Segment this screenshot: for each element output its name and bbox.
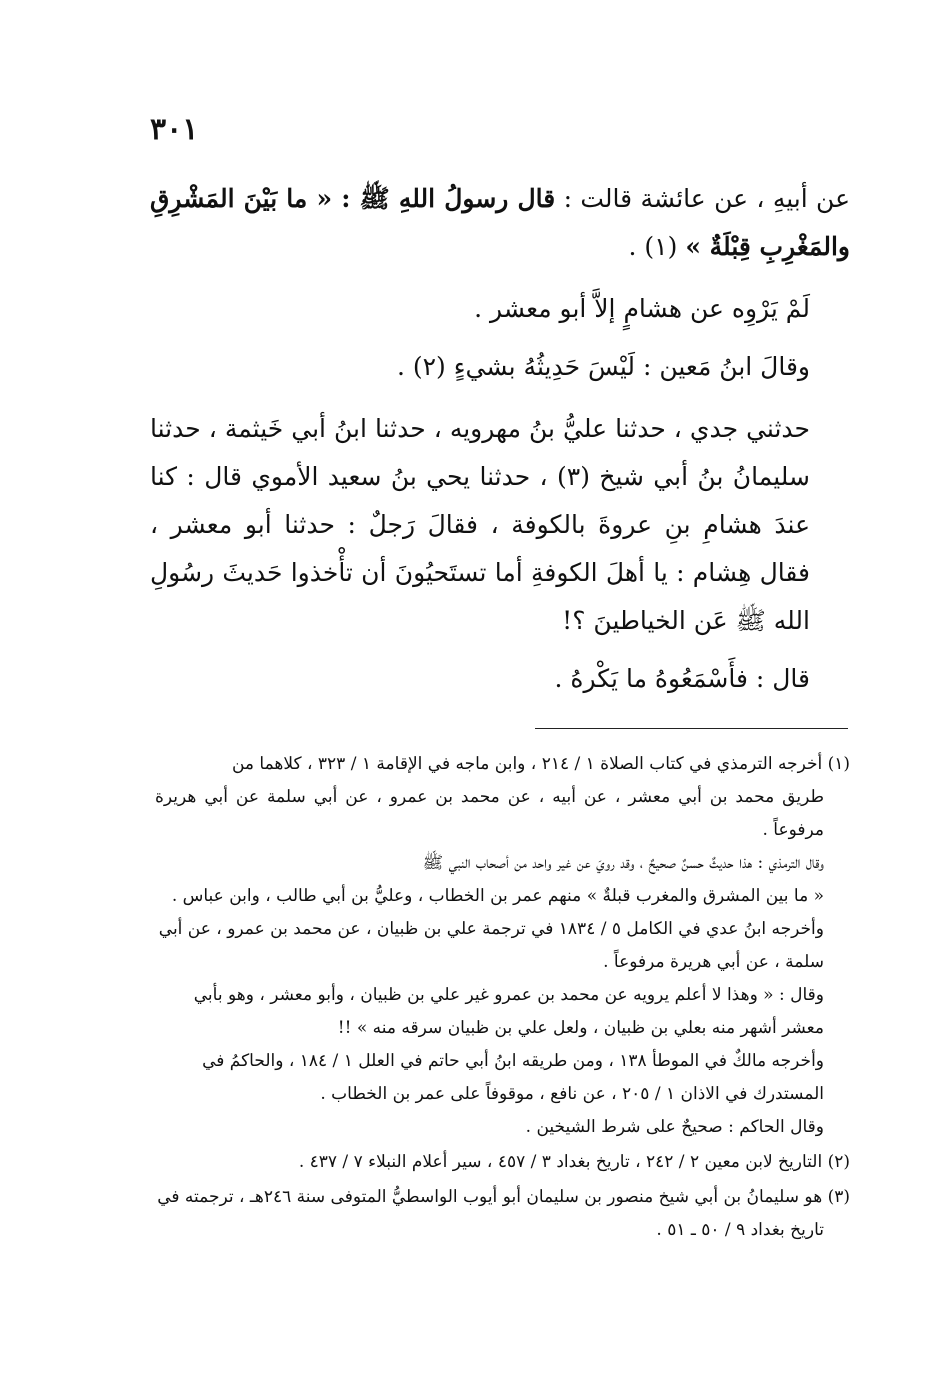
footnote-1-line: طريق محمد بن أبي معشر ، عن أبيه ، عن محمد بن عمرو ، عن أبي سلمة عن أبي هريرة مرفوعاً .	[155, 787, 824, 840]
main-text	[150, 175, 850, 703]
footnote-1-line: وأخرجه ابنُ عدي في الكامل ٥ / ١٨٣٤ في ترجمة علي بن ظبيان ، عن محمد بن عمرو ، عن أبي	[158, 919, 824, 939]
paragraph-narration: حدثني جدي ، حدثنا عليُّ بنُ مهرويه ، حدثنا ابنُ أبي خَيثمة ، حدثنا سليمانُ بنُ أبي شيخ (٣) ، حدثنا يحي بنُ سعيد الأموي قال : كنا عندَ هشامِ بنِ عروةَ بالكوفة ، فقالَ رَجلٌ : حدثنا أبو معشر ، فقال هِشام : يا أهلَ الكوفةِ أما تستَحيُونَ أن تأْخذوا حَديثَ رسُولِ الله ﷺ عَن الخياطينَ ؟!	[150, 414, 810, 635]
footnote-2: (٢) التاريخ لابن معين ٢ / ٢٤٢ ، تاريخ بغداد ٣ / ٤٥٧ ، سير أعلام النبلاء ٧ / ٤٣٧ .	[298, 1152, 850, 1172]
paragraph-comment: لَمْ يَرْوِه عن هشامٍ إلاَّ أبو معشر .	[474, 294, 810, 323]
paragraph-hadith	[150, 175, 850, 271]
page-number: ٣٠١	[150, 112, 199, 147]
paragraph-conclusion: قال : فأَسْمَعُوهُ ما يَكْرهُ .	[554, 664, 810, 693]
footnote-1-line: سلمة ، عن أبي هريرة مرفوعاً .	[603, 952, 824, 972]
footnote-3-line: (٣) هو سليمانُ بن أبي شيخ منصور بن سليمان أبو أيوب الواسطيُّ المتوفى سنة ٢٤٦هـ ، ترجمته في	[157, 1187, 850, 1207]
footnote-3-line: تاريخ بغداد ٩ / ٥٠ ـ ٥١ .	[656, 1220, 824, 1240]
footnote-1-line: « ما بين المشرق والمغرب قبلةٌ » منهم عمر بن الخطاب ، وعليُّ بن أبي طالب ، وابن عباس .	[171, 886, 824, 906]
footnote-1-line: (١) أخرجه الترمذي في كتاب الصلاة ١ / ٢١٤ ، وابن ماجه في الإقامة ١ / ٣٢٣ ، كلاهما من	[231, 754, 850, 774]
footnote-1-line: وأخرجه مالكٌ في الموطأ ١٣٨ ، ومن طريقه ابنُ أبي حاتم في العلل ١ / ١٨٤ ، والحاكمُ في	[202, 1051, 824, 1071]
hadith-text: قال رسولُ اللهِ ﷺ : « ما بَيْنَ المَشْرِقِ والمَغْرِبِ قِبْلَةٌ »	[150, 184, 850, 261]
footnotes	[155, 748, 850, 1247]
isnad-text: عن أبيهِ ، عن عائشة قالت :	[555, 184, 850, 213]
footnote-1-line: وقال : « وهذا لا أعلم يرويه عن محمد بن عمرو غير علي بن ظبيان ، وأبو معشر ، وهو بأبي	[193, 985, 824, 1005]
footnote-1-line: معشر أشهر منه بعلي بن ظبيان ، ولعل علي بن ظبيان سرقه منه » !!	[337, 1018, 824, 1038]
footnote-separator	[535, 728, 848, 729]
footnote-1-line: المستدرك في الاذان ١ / ٢٠٥ ، عن نافع ، موقوفاً على عمر بن الخطاب .	[320, 1084, 824, 1104]
footnote-1-line: وقال الحاكم : صحيحٌ على شرط الشيخين .	[525, 1117, 824, 1137]
footnote-1-line: وقال الترمذي : هذا حديثٌ حسنٌ صحيحٌ ، وقد رويَ عن غير واحد من أصحاب النبي ﷺ	[422, 853, 824, 873]
paragraph-ibn-maeen: وقالَ ابنُ مَعين : لَيْسَ حَدِيثُهُ بشيءٍ (٢) .	[396, 352, 810, 381]
footnote-ref-1: (١) .	[628, 232, 686, 261]
